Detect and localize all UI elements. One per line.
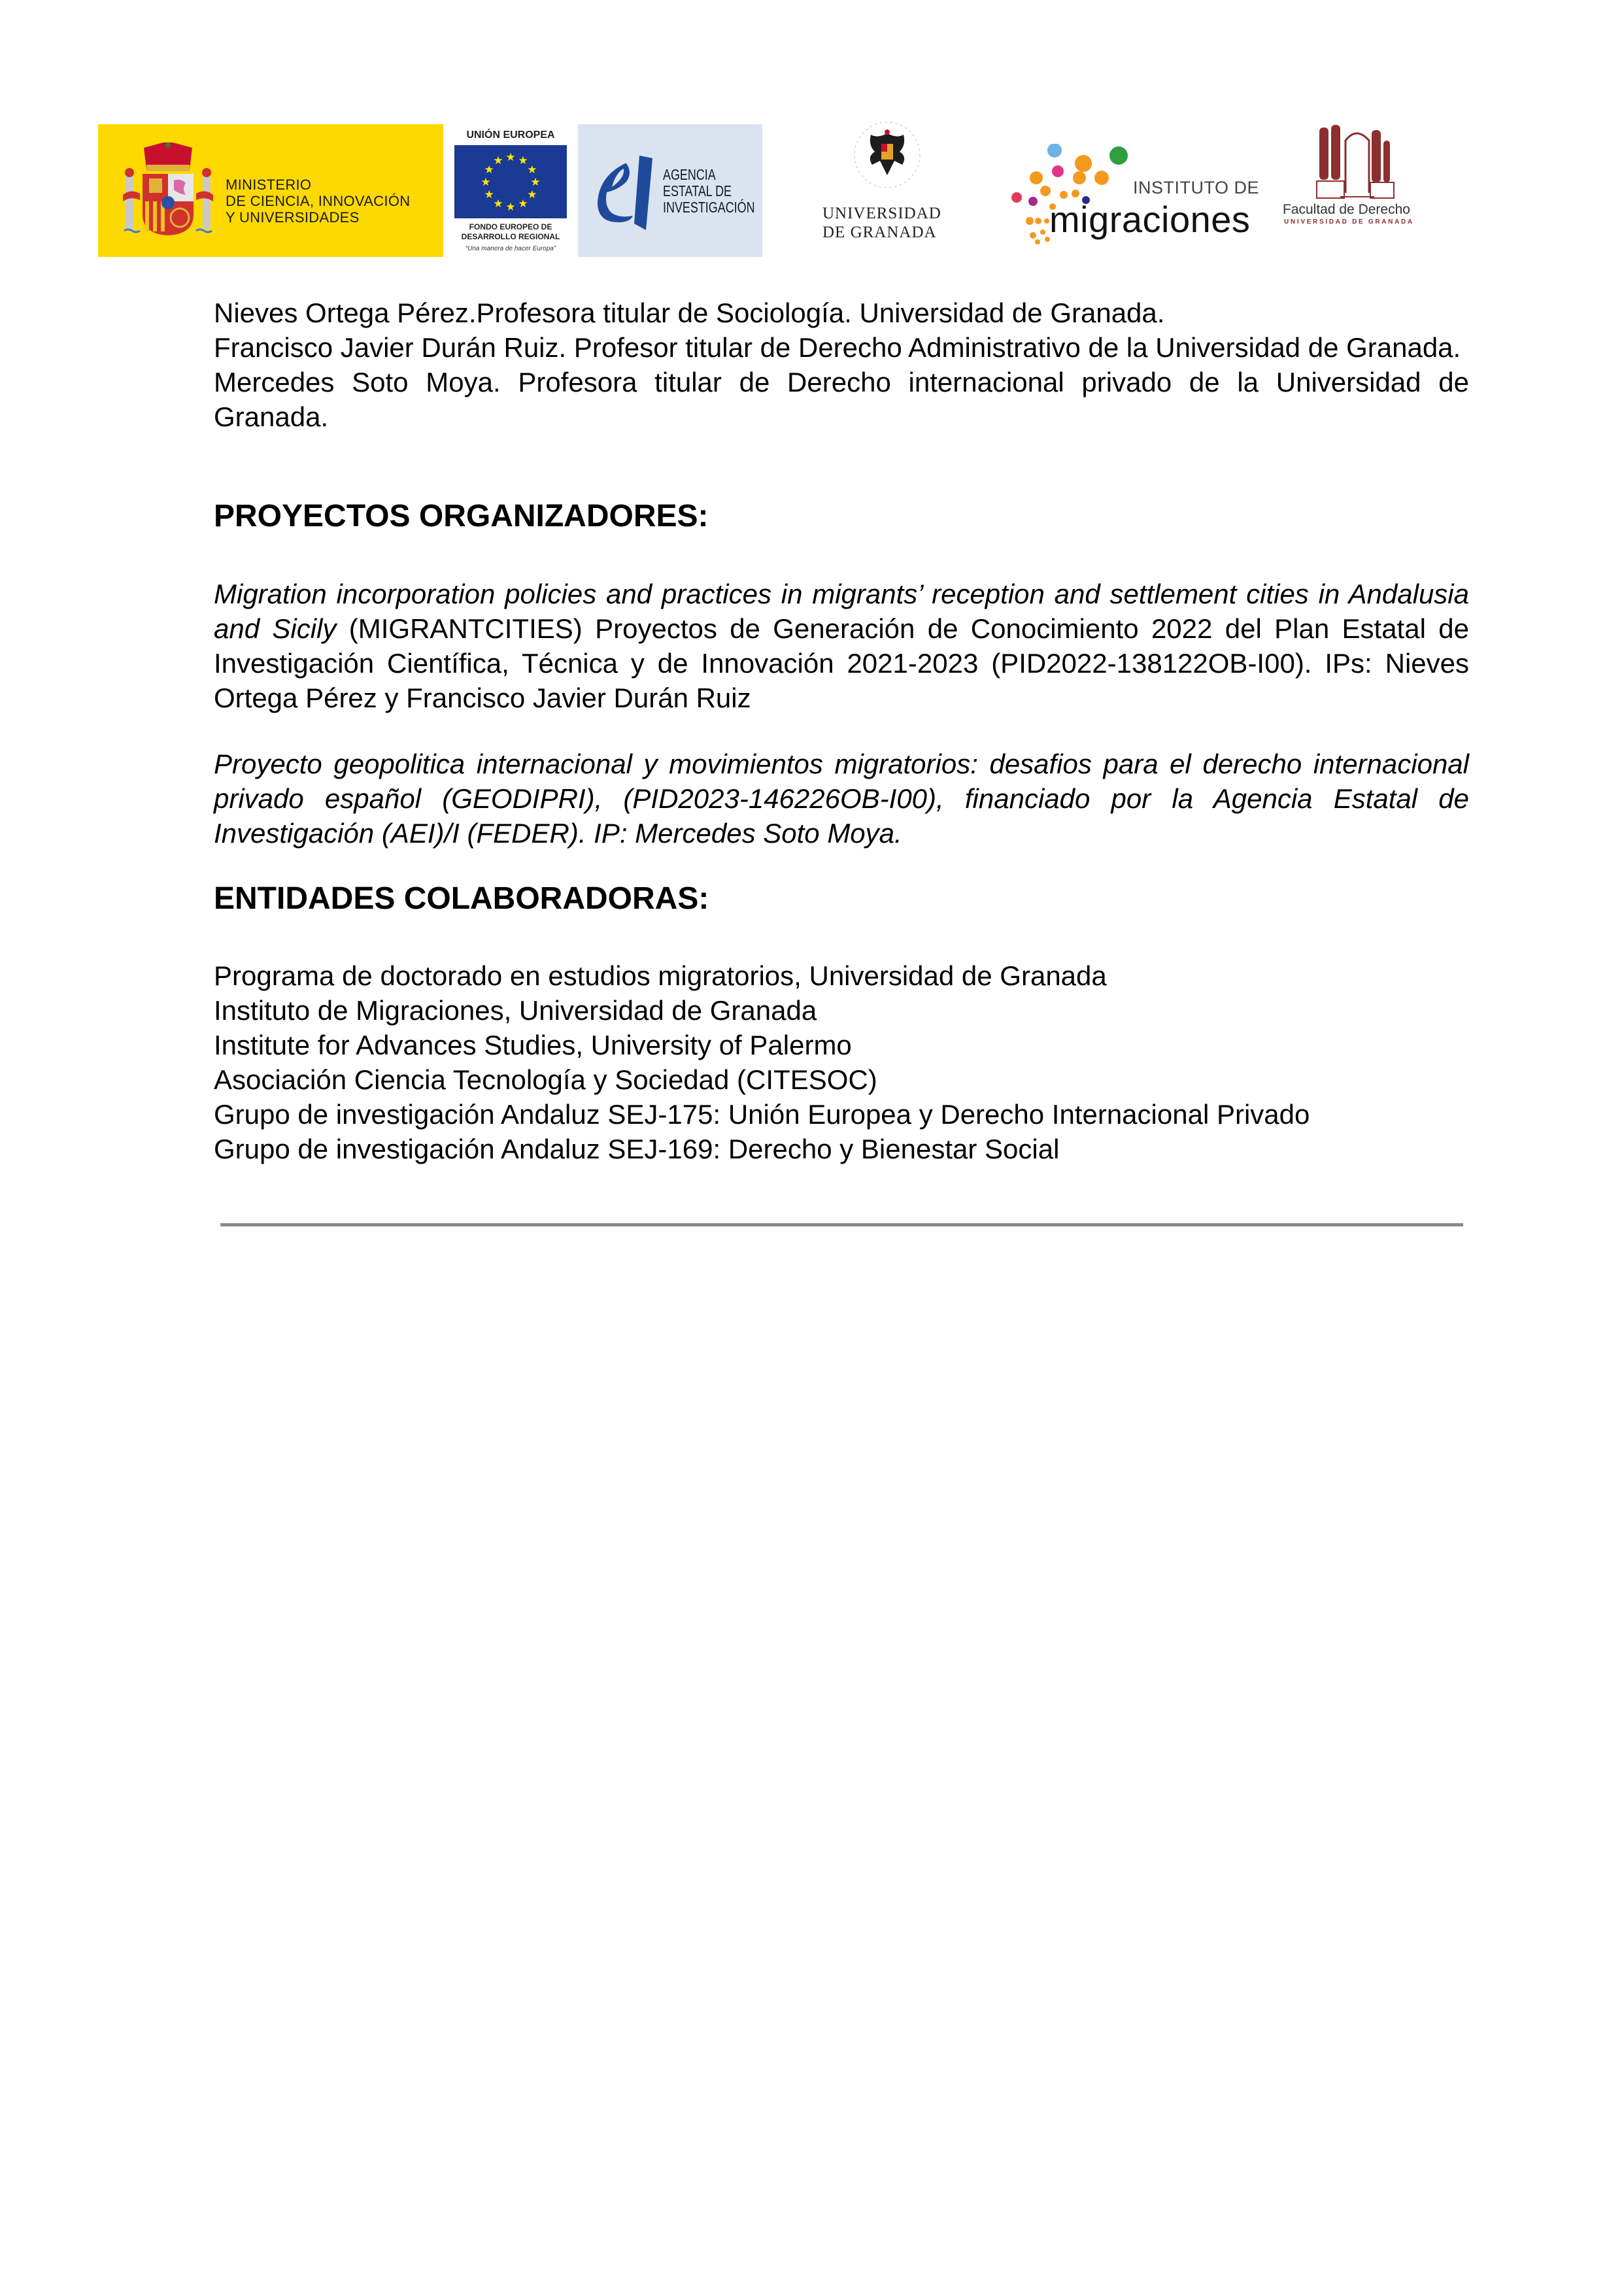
collaborator-item: Asociación Ciencia Tecnología y Sociedad (CITESOC) (214, 1064, 877, 1095)
horizontal-divider (220, 1223, 1463, 1226)
project-item (214, 577, 1469, 715)
migraciones-dot (1075, 155, 1092, 172)
eu-star-icon: ★ (527, 163, 537, 176)
collaborator-item: Instituto de Migraciones, Universidad de Granada (214, 995, 817, 1026)
ministerio-name: MINISTERIO DE CIENCIA, INNOVACIÓN Y UNIVERSIDADES (226, 177, 411, 226)
logo-band (0, 0, 1624, 275)
migraciones-dot (1030, 232, 1036, 239)
migraciones-dot (1035, 218, 1041, 224)
ugr-name: UNIVERSIDAD DE GRANADA (822, 205, 941, 241)
aei-name: AGENCIA ESTATAL DE INVESTIGACIÓN (663, 166, 755, 216)
projects-heading: PROYECTOS ORGANIZADORES: (214, 499, 709, 533)
eu-feder-logo (443, 124, 578, 257)
eu-star-icon: ★ (505, 151, 516, 163)
migraciones-dot (1094, 171, 1109, 185)
collaborator-item: Grupo de investigación Andaluz SEJ-175: Unión Europea y Derecho Internacional Privado (214, 1099, 1310, 1130)
collaborators-list (214, 958, 1469, 1166)
eu-star-icon: ★ (493, 197, 503, 210)
eu-star-icon: ★ (493, 154, 503, 167)
migraciones-dot (1040, 186, 1051, 196)
facultad-name: Facultad de Derecho (1283, 202, 1410, 217)
facultad-arch-icon (1314, 121, 1399, 201)
migraciones-dot (1072, 190, 1079, 197)
migraciones-dot (1047, 144, 1062, 158)
migraciones-dot (1028, 197, 1038, 206)
collaborators-heading: ENTIDADES COLABORADORAS: (214, 881, 709, 916)
project-item (214, 747, 1469, 851)
migraciones-dot (1026, 217, 1034, 225)
facultad-university: UNIVERSIDAD DE GRANADA (1284, 218, 1414, 226)
eu-star-icon: ★ (481, 176, 491, 188)
migraciones-prefix: INSTITUTO DE (1133, 178, 1260, 197)
organizer-item: Mercedes Soto Moya. Profesora titular de Derecho internacional privado de la Universidad de Granada. (214, 367, 1469, 432)
eu-fund-name: FONDO EUROPEO DE DESARROLLO REGIONAL (461, 222, 560, 241)
collaborator-item: Institute for Advances Studies, University of Palermo (214, 1030, 852, 1060)
ugr-seal-icon (851, 119, 923, 191)
eu-title: UNIÓN EUROPEA (466, 129, 555, 141)
project-title: Migration incorporation policies and practices in migrants’ reception and settlement cities in Andalusia and Sicily (214, 579, 1469, 644)
eu-star-icon: ★ (505, 201, 516, 213)
migraciones-name: migraciones (1049, 199, 1251, 240)
organizer-item: Francisco Javier Durán Ruiz. Profesor titular de Derecho Administrativo de la Universidad de Granada. (214, 332, 1461, 363)
eu-motto: “Una manera de hacer Europa” (465, 245, 556, 252)
collaborator-item: Programa de doctorado en estudios migratorios, Universidad de Granada (214, 960, 1107, 991)
project-details: (MIGRANTCITIES) Proyectos de Generación de Conocimiento 2022 del Plan Estatal de Investigación Científica, Técnica y de Innovación 2021-2023 (PID2022-138122OB-I00). IPs: Nieves Ortega Pérez y Francisco Javier Durán Ruiz (214, 613, 1469, 713)
organizer-item: Nieves Ortega Pérez.Profesora titular de Sociología. Universidad de Granada. (214, 297, 1165, 328)
migraciones-dot (1011, 192, 1022, 203)
eu-flag-icon (454, 145, 567, 218)
aei-mark-icon (592, 150, 658, 235)
collaborator-item: Grupo de investigación Andaluz SEJ-169: Derecho y Bienestar Social (214, 1134, 1060, 1164)
ministerio-logo (98, 124, 443, 257)
migraciones-dot (1030, 171, 1043, 184)
coat-of-arms-icon (118, 143, 219, 241)
migraciones-dot (1040, 229, 1045, 235)
migraciones-dot (1052, 165, 1064, 177)
migraciones-dot (1035, 239, 1040, 245)
migraciones-dot (1044, 218, 1049, 224)
project-description: Proyecto geopolitica internacional y movimientos migratorios: desafios para el derecho internacional privado español (GEODIPRI), (PID2023-146226OB-I00), financiado por la Agencia Estatal de Investigación (AEI)/I (FEDER). IP: Mercedes Soto Moya. (214, 749, 1469, 849)
eu-star-icon: ★ (527, 188, 537, 201)
aei-logo (578, 124, 762, 257)
migraciones-dot (1073, 171, 1086, 184)
eu-star-icon: ★ (518, 154, 528, 167)
migraciones-dot (1109, 146, 1128, 165)
eu-star-icon: ★ (530, 176, 541, 188)
eu-star-icon: ★ (484, 188, 494, 201)
eu-star-icon: ★ (518, 197, 528, 210)
eu-star-icon: ★ (484, 163, 494, 176)
organizers-list (214, 295, 1469, 434)
